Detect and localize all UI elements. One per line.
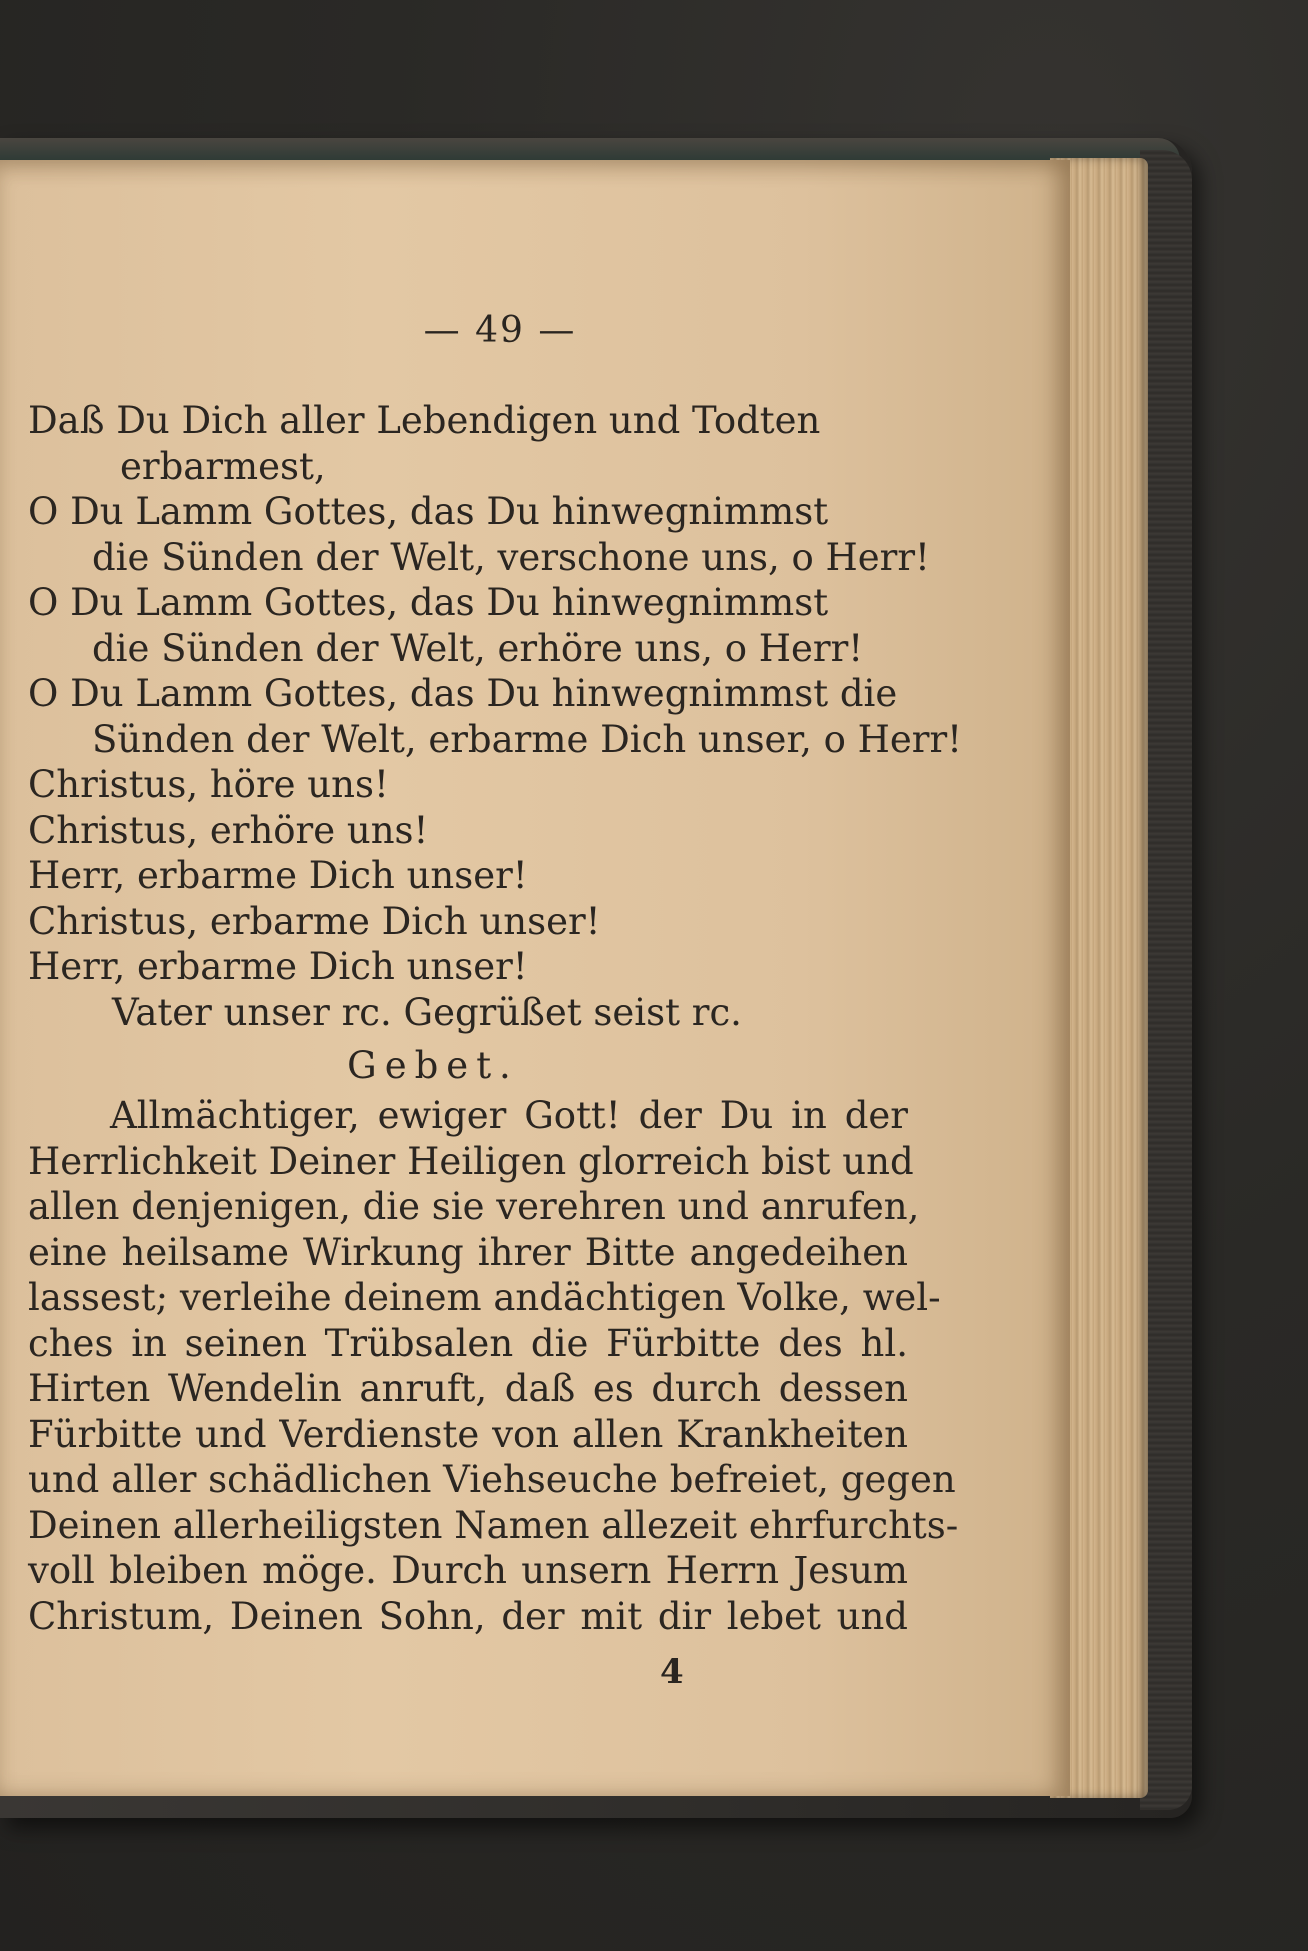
prayer-line: voll bleiben möge. Durch unsern Herrn Jesum bbox=[28, 1549, 908, 1592]
prayer-line: eine heilsame Wirkung ihrer Bitte angedeihen bbox=[28, 1230, 908, 1274]
section-heading: Gebet. bbox=[347, 1044, 519, 1087]
text-line: O Du Lamm Gottes, das Du hinwegnimmst bbox=[28, 490, 829, 533]
text-line: O Du Lamm Gottes, das Du hinwegnimmst bbox=[28, 581, 829, 624]
text-line: Christus, erhöre uns! bbox=[28, 808, 429, 852]
prayer-line: allen denjenigen, die sie verehren und anrufen, bbox=[28, 1185, 920, 1228]
text-line: Christus, erbarme Dich unser! bbox=[28, 899, 601, 943]
text-line: Sünden der Welt, erbarme Dich unser, o Herr! bbox=[92, 717, 963, 761]
signature-mark: 4 bbox=[660, 1652, 684, 1692]
text-line: die Sünden der Welt, erhöre uns, o Herr! bbox=[92, 626, 864, 670]
text-line: Daß Du Dich aller Lebendigen und Todten bbox=[28, 399, 821, 442]
prayer-line: lassest; verleihe deinem andächtigen Volke, wel- bbox=[28, 1276, 941, 1319]
prayer-line: Hirten Wendelin anruft, daß es durch dessen bbox=[28, 1367, 908, 1410]
prayer-line: Fürbitte und Verdienste von allen Krankheiten bbox=[28, 1412, 908, 1456]
text-line: erbarmest, bbox=[120, 444, 326, 488]
text-line: O Du Lamm Gottes, das Du hinwegnimmst die bbox=[28, 672, 898, 715]
page-text bbox=[28, 398, 963, 1639]
text-line: Herr, erbarme Dich unser! bbox=[28, 945, 528, 988]
text-line: die Sünden der Welt, verschone uns, o Herr! bbox=[92, 535, 930, 579]
text-line: Vater unser rc. Gegrüßet seist rc. bbox=[112, 990, 742, 1034]
prayer-line: Christum, Deinen Sohn, der mit dir lebet und bbox=[28, 1594, 908, 1638]
prayer-line: ches in seinen Trübsalen die Fürbitte des hl. bbox=[28, 1321, 908, 1365]
prayer-line: und aller schädlichen Viehseuche befreiet, gegen bbox=[28, 1458, 956, 1501]
text-line: Christus, höre uns! bbox=[28, 763, 389, 806]
prayer-line: Deinen allerheiligsten Namen allezeit ehrfurchts- bbox=[28, 1503, 959, 1547]
text-line: Herr, erbarme Dich unser! bbox=[28, 854, 528, 897]
page-number: — 49 — bbox=[423, 310, 577, 351]
prayer-line: Allmächtiger, ewiger Gott! der Du in der bbox=[110, 1094, 908, 1137]
prayer-line: Herrlichkeit Deiner Heiligen glorreich bist und bbox=[28, 1139, 914, 1183]
book-cover-top-edge bbox=[0, 138, 1180, 160]
